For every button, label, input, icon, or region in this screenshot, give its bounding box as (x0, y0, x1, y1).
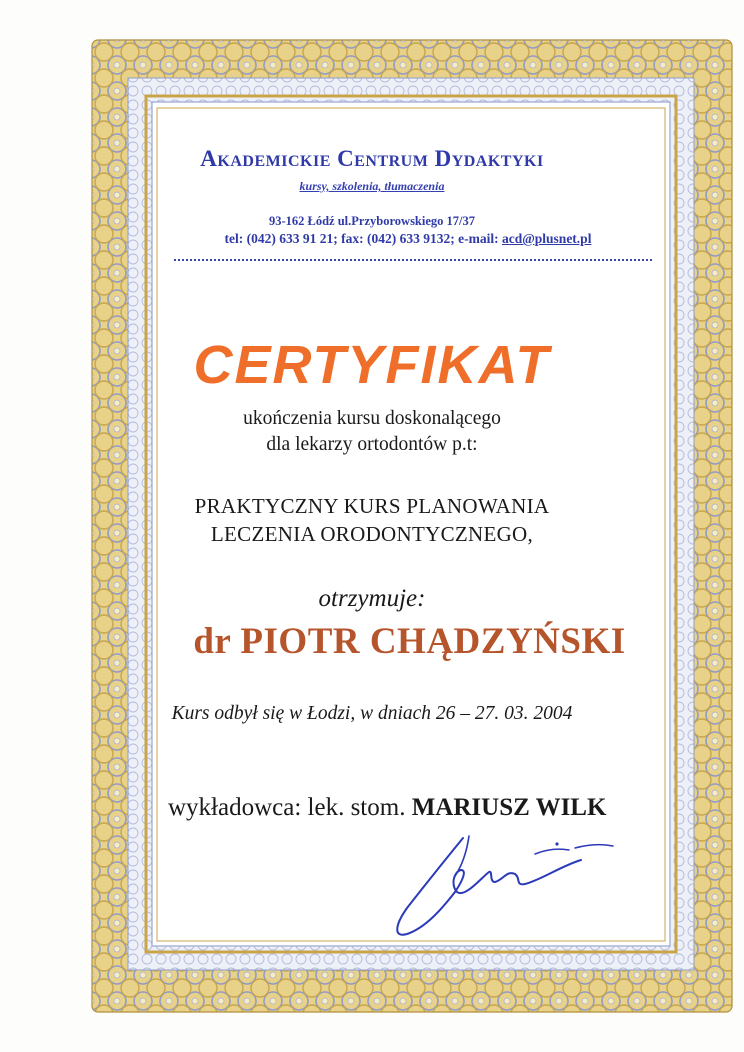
course-name-line-2: LECZENIA ORODONTYCZNEGO, (210, 522, 534, 546)
receives-label: otrzymuje: (318, 585, 426, 612)
contact-phone-fax: tel: (042) 633 91 21; fax: (042) 633 9132; e-mail: (224, 231, 502, 246)
organization-address: 93-162 Łódź ul.Przyborowskiego 17/37 (268, 214, 476, 228)
certificate-description-line-2: dla lekarzy ortodontów p.t: (266, 434, 478, 455)
contact-email-link[interactable]: acd@plusnet.pl (501, 231, 592, 246)
course-name-line-1: PRAKTYCZNY KURS PLANOWANIA (194, 494, 550, 518)
lecturer-line (168, 794, 606, 822)
certificate-title: CERTYFIKAT (193, 335, 551, 395)
lecturer-name: MARIUSZ WILK (411, 794, 607, 821)
course-dates: Kurs odbył się w Łodzi, w dniach 26 – 27. 03. 2004 (171, 703, 573, 724)
organization-tagline: kursy, szkolenia, tłumaczenia (299, 179, 445, 193)
organization-name: Akademickie Centrum Dydaktyki (200, 146, 544, 171)
handwritten-signature (385, 830, 625, 945)
lecturer-title: wykładowca: lek. stom. (168, 794, 412, 821)
certificate-description-line-1: ukończenia kursu doskonalącego (243, 408, 501, 429)
organization-contact (160, 231, 656, 247)
dotted-divider (174, 259, 652, 261)
recipient-name: dr PIOTR CHĄDZYŃSKI (193, 621, 626, 662)
